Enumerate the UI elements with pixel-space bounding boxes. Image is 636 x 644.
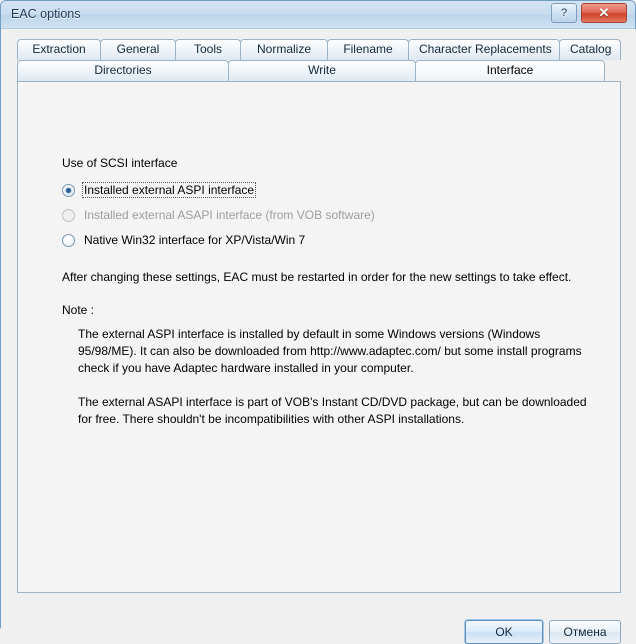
tab-normalize[interactable]: Normalize [240,39,328,60]
radio-button-indicator [62,234,75,247]
cancel-button[interactable]: Отмена [549,620,621,644]
help-button[interactable]: ? [551,3,577,23]
interface-settings-content [18,82,620,592]
tab-filename[interactable]: Filename [327,39,409,60]
radio-label: Installed external ASAPI interface (from VOB software) [84,208,375,222]
tab-character-replacements[interactable]: Character Replacements [408,39,560,60]
title-bar [1,1,635,29]
tab-catalog[interactable]: Catalog [559,39,621,60]
window-title: EAC options [11,7,81,21]
tab-directories[interactable]: Directories [17,60,229,81]
radio-button-indicator [62,184,75,197]
radio-label: Native Win32 interface for XP/Vista/Win 7 [84,233,306,247]
note-heading: Note : [62,303,95,317]
ok-button[interactable]: OK [465,620,543,644]
use-scsi-interface-label: Use of SCSI interface [62,156,178,170]
tab-write[interactable]: Write [228,60,416,81]
tab-tools[interactable]: Tools [175,39,241,60]
dialog-body [1,29,636,639]
tab-row-1 [17,39,621,60]
aspi-description-paragraph: The external ASPI interface is installed by default in some Windows versions (Windows 95/98/ME). It can also be downloaded from http://www.adaptec.com/ but some install programs check if you have Adaptec hardware installed in your computer. [78,327,582,375]
tab-row-2 [17,60,621,81]
tab-extraction[interactable]: Extraction [17,39,101,60]
tab-general[interactable]: General [100,39,176,60]
restart-required-note: After changing these settings, EAC must be restarted in order for the new settings to take effect. [62,270,572,284]
radio-button-indicator [62,209,75,222]
tab-interface[interactable]: Interface [415,60,605,81]
tab-strip [17,39,621,85]
tab-panel-interface [17,81,621,593]
asapi-description-paragraph: The external ASAPI interface is part of VOB's Instant CD/DVD package, but can be downloaded for free. There shouldn't be incompatibilities with other ASPI installations. [78,395,587,426]
close-button[interactable]: ✕ [581,3,627,23]
radio-label: Installed external ASPI interface [84,183,255,197]
